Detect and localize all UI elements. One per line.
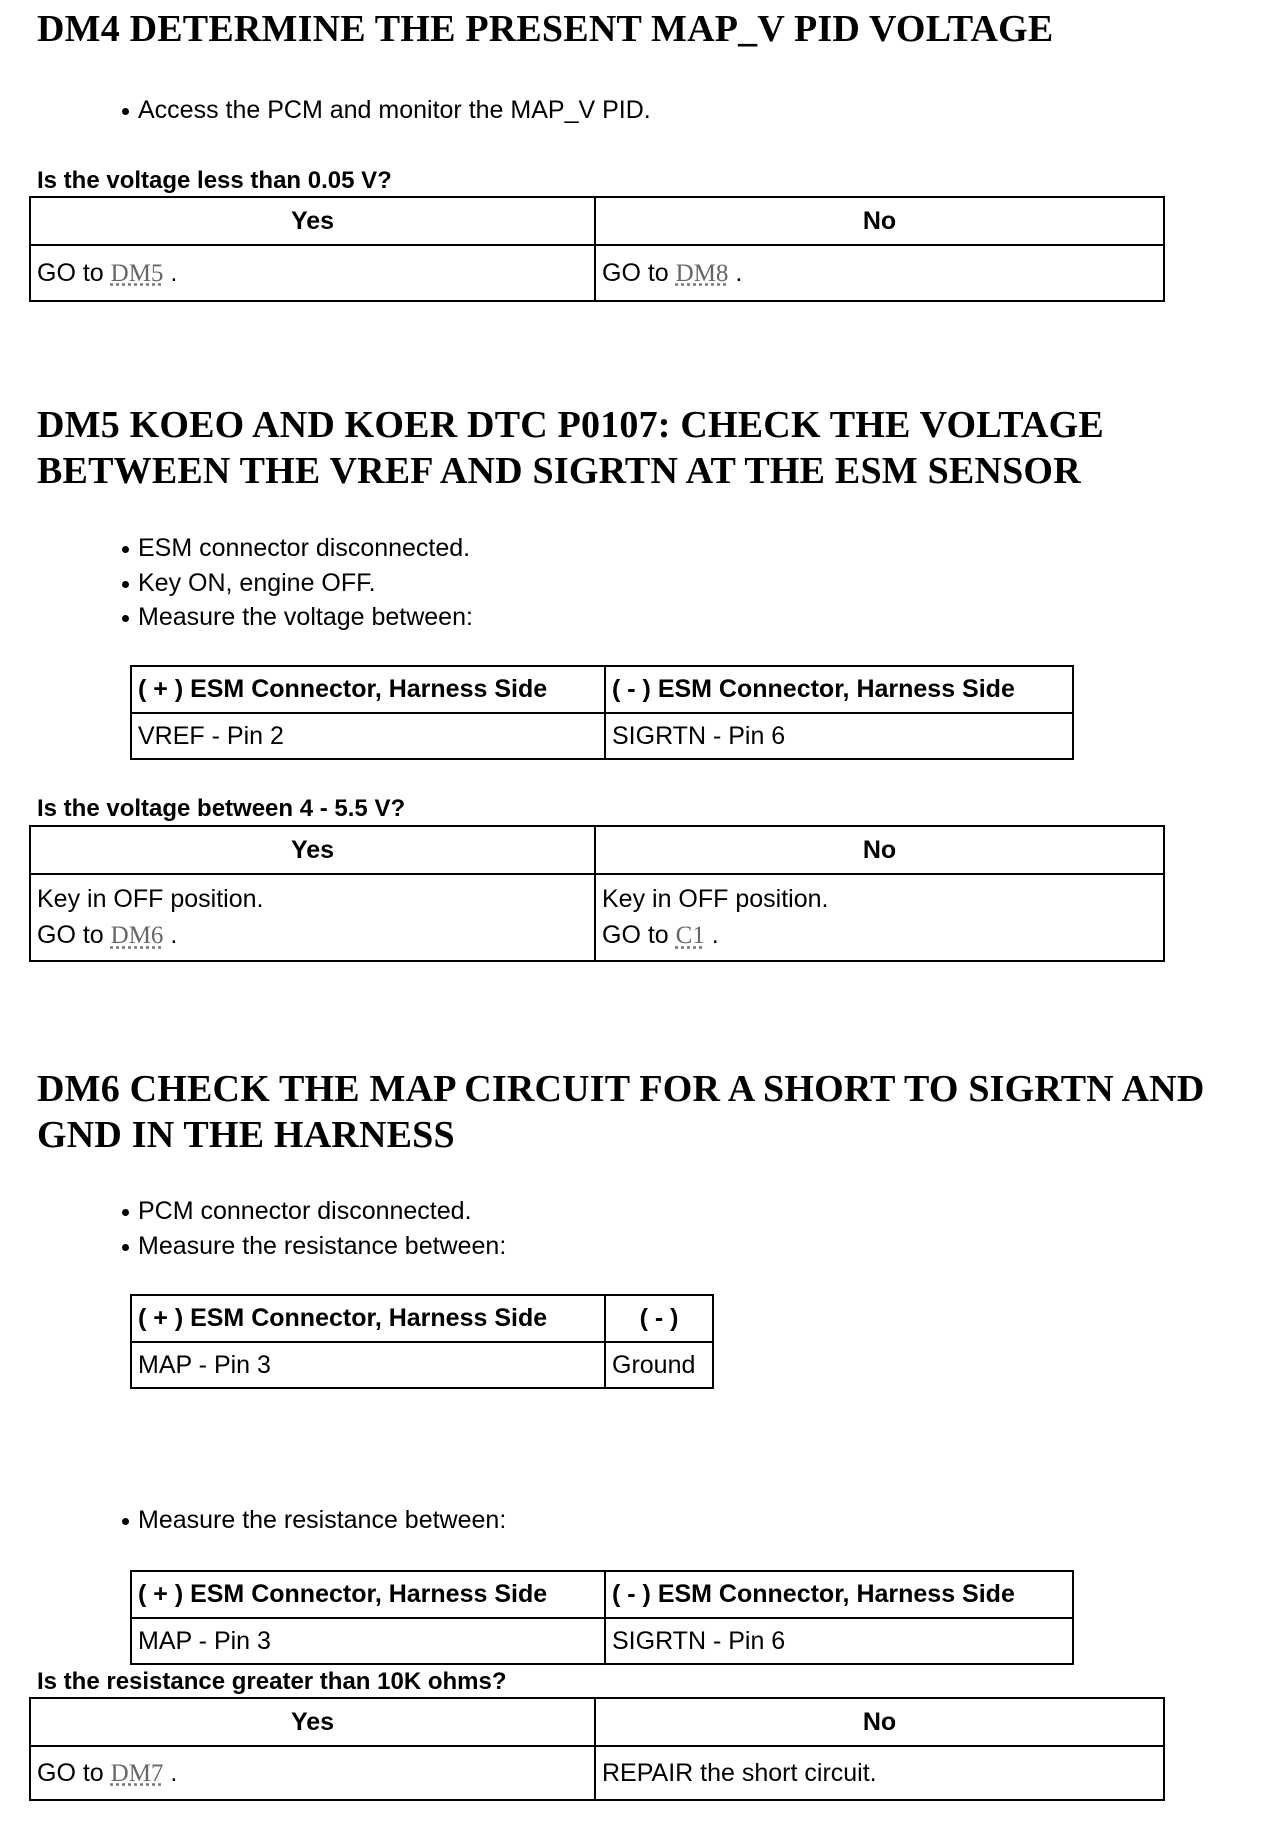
dm6-no-cell: REPAIR the short circuit.	[595, 1746, 1164, 1800]
dm6-pos-value: MAP - Pin 3	[131, 1342, 605, 1388]
dm4-title: DM4 DETERMINE THE PRESENT MAP_V PID VOLTAGE	[37, 8, 1054, 50]
dm5-yes-prefix: GO to	[37, 921, 104, 949]
dm5-yes-header: Yes	[30, 826, 595, 874]
dm5-title	[37, 402, 1104, 494]
dm6-no-header: No	[595, 1698, 1164, 1746]
dm6-bullet: Measure the resistance between:	[120, 1503, 506, 1538]
dm5-no-cell: Key in OFF position. GO to C1 .	[595, 874, 1164, 961]
dm5-bullet: Key ON, engine OFF.	[120, 566, 473, 601]
dm7-link[interactable]: DM7	[110, 1759, 164, 1787]
dm5-yes-no-table	[29, 825, 1165, 962]
dm6-bullet: Measure the resistance between:	[120, 1229, 506, 1264]
dm4-yes-cell: GO to DM5 .	[30, 245, 595, 301]
dm4-question: Is the voltage less than 0.05 V?	[37, 167, 392, 194]
dm5-link[interactable]: DM5	[110, 259, 164, 287]
dm5-no-line1: Key in OFF position.	[602, 885, 829, 913]
dm5-neg-value: SIGRTN - Pin 6	[605, 713, 1073, 759]
dm6-question: Is the resistance greater than 10K ohms?	[37, 1668, 507, 1695]
dm6-connector-table-sigrtn	[130, 1570, 1074, 1665]
dm5-pos-header: ( + ) ESM Connector, Harness Side	[131, 666, 605, 713]
dm4-no-header: No	[595, 197, 1164, 245]
dm6-yes-header: Yes	[30, 1698, 595, 1746]
dm5-yes-cell: Key in OFF position. GO to DM6 .	[30, 874, 595, 961]
dm5-connector-table	[130, 665, 1074, 760]
dm6-bullet-list	[120, 1194, 506, 1263]
dm5-title-line1: DM5 KOEO AND KOER DTC P0107: CHECK THE VOLTAGE	[37, 404, 1104, 446]
dm4-bullet: Access the PCM and monitor the MAP_V PID.	[120, 93, 651, 128]
dm4-yes-prefix: GO to	[37, 258, 104, 287]
dm6-bullet-list-2	[120, 1503, 506, 1538]
dm5-pos-value: VREF - Pin 2	[131, 713, 605, 759]
dm6-neg-header-2: ( - ) ESM Connector, Harness Side	[605, 1571, 1073, 1618]
dm6-yes-cell: GO to DM7 .	[30, 1746, 595, 1800]
dm6-connector-table-ground	[130, 1294, 714, 1389]
dm5-neg-header: ( - ) ESM Connector, Harness Side	[605, 666, 1073, 713]
dm6-yes-no-table	[29, 1697, 1165, 1801]
dm6-title-line1: DM6 CHECK THE MAP CIRCUIT FOR A SHORT TO SIGRTN AND	[37, 1068, 1205, 1110]
dm6-pos-header: ( + ) ESM Connector, Harness Side	[131, 1295, 605, 1342]
dm6-neg-value-2: SIGRTN - Pin 6	[605, 1618, 1073, 1664]
dm6-yes-prefix: GO to	[37, 1758, 104, 1787]
dm5-no-prefix: GO to	[602, 921, 669, 949]
dm4-bullet-list	[120, 93, 651, 128]
c1-link[interactable]: C1	[675, 922, 705, 949]
dm4-no-prefix: GO to	[602, 258, 669, 287]
dm6-neg-header: ( - )	[605, 1295, 713, 1342]
dm5-no-header: No	[595, 826, 1164, 874]
dm6-bullet: PCM connector disconnected.	[120, 1194, 506, 1229]
dm8-link[interactable]: DM8	[675, 259, 729, 287]
dm5-bullet: ESM connector disconnected.	[120, 531, 473, 566]
dm5-bullet: Measure the voltage between:	[120, 600, 473, 635]
dm6-title-line2: GND IN THE HARNESS	[37, 1114, 455, 1156]
dm6-pos-value-2: MAP - Pin 3	[131, 1618, 605, 1664]
dm4-yes-no-table	[29, 196, 1165, 302]
dm6-pos-header-2: ( + ) ESM Connector, Harness Side	[131, 1571, 605, 1618]
dm4-yes-header: Yes	[30, 197, 595, 245]
dm6-title	[37, 1066, 1204, 1158]
dm5-title-line2: BETWEEN THE VREF AND SIGRTN AT THE ESM SENSOR	[37, 450, 1081, 492]
dm5-yes-line1: Key in OFF position.	[37, 885, 264, 913]
dm5-question: Is the voltage between 4 - 5.5 V?	[37, 795, 406, 822]
dm6-link[interactable]: DM6	[110, 922, 164, 949]
dm6-neg-value: Ground	[605, 1342, 713, 1388]
dm5-bullet-list	[120, 531, 473, 635]
dm4-no-cell: GO to DM8 .	[595, 245, 1164, 301]
